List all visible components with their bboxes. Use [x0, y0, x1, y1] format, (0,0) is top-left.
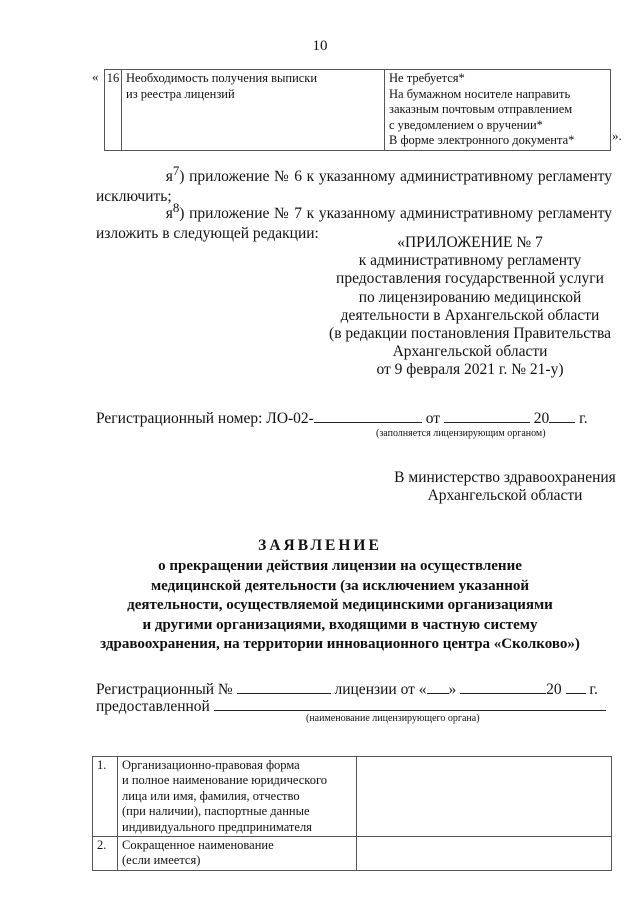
- registration-year-blank: [549, 409, 575, 423]
- row-description-line: Необходимость получения выписки: [126, 71, 318, 85]
- row-description-line: из реестра лицензий: [126, 86, 235, 101]
- subtitle-line: здравоохранения, на территории инновационного центра «Сколково»): [100, 636, 580, 653]
- license-month-blank: [460, 680, 546, 694]
- subtitle-line: и другими организациями, входящими в частную систему: [142, 616, 538, 633]
- row-value-line: заказным почтовым отправлением: [389, 102, 573, 117]
- appendix-line: Архангельской области: [392, 343, 548, 361]
- provided-label: предоставленной: [96, 698, 210, 715]
- license-from: лицензии от «: [334, 681, 427, 698]
- appendix-line: деятельности в Архангельской области: [340, 306, 600, 324]
- paragraph-line: $я^8$) приложение № 7 к указанному административному регламенту: [165, 200, 612, 223]
- row-label-line: (если имеется): [122, 853, 201, 868]
- registration-year-prefix: 20: [533, 410, 550, 427]
- provided-blank: [214, 697, 606, 711]
- table-row: [105, 70, 611, 151]
- subtitle-line: деятельности, осуществляемой медицинскими организациями: [127, 597, 553, 614]
- row-value-line: с уведомлением о вручении*: [389, 117, 543, 132]
- row-value-line: Не требуется*: [389, 71, 465, 85]
- row-label-line: Организационно-правовая форма: [122, 758, 300, 772]
- row-label-line: и полное наименование юридического: [122, 773, 328, 788]
- row-number: 2.: [93, 837, 118, 871]
- license-year-blank: [566, 680, 586, 694]
- row-number: 1.: [93, 757, 118, 837]
- appendix-line: «ПРИЛОЖЕНИЕ № 7: [397, 234, 543, 251]
- license-label: Регистрационный №: [96, 681, 233, 698]
- appendix-line: по лицензированию медицинской: [358, 288, 582, 306]
- registration-from: от: [425, 410, 441, 427]
- license-year-suffix: г.: [589, 681, 598, 698]
- registration-label: Регистрационный номер: ЛО-02-: [96, 410, 314, 427]
- top-table: [104, 69, 611, 151]
- row-label: [118, 757, 357, 837]
- table-row: [93, 757, 612, 837]
- registration-number-blank: [314, 409, 422, 423]
- appendix-line: предоставления государственной услуги: [336, 270, 604, 288]
- appendix-header: [300, 234, 640, 380]
- document-title: ЗАЯВЛЕНИЕ: [258, 537, 382, 554]
- subtitle-line: медицинской деятельности (за исключением указанной: [150, 577, 530, 594]
- row-value-cell[interactable]: [357, 757, 612, 837]
- subtitle-line: о прекращении действия лицензии на осуществление: [158, 558, 522, 574]
- registration-year-suffix: г.: [579, 410, 588, 427]
- license-number-blank: [237, 680, 331, 694]
- row-value-line: В форме электронного документа*: [389, 133, 575, 148]
- table-open-quote: «: [92, 69, 99, 84]
- registration-date-blank: [444, 409, 530, 423]
- provided-note: (наименование лицензирующего органа): [306, 713, 480, 724]
- table-close-quote: ».: [612, 128, 622, 143]
- row-label-line: (при наличии), паспортные данные: [122, 804, 310, 819]
- paragraph-line: исключить;: [96, 188, 172, 206]
- license-day-blank: [427, 680, 449, 694]
- table-row: [93, 837, 612, 871]
- addressee-line: Архангельской области: [427, 487, 583, 504]
- row-label-line: Сокращенное наименование: [122, 838, 274, 853]
- row-value-line: На бумажном носителе направить: [389, 86, 571, 101]
- addressee: [380, 469, 630, 505]
- license-year-prefix: 20: [546, 681, 562, 698]
- row-label-line: лица или имя, фамилия, отчество: [122, 788, 300, 803]
- appendix-line: (в редакции постановления Правительства: [329, 325, 611, 343]
- addressee-line: В министерство здравоохранения: [394, 469, 616, 486]
- application-table: [92, 756, 612, 871]
- registration-line: [96, 409, 588, 428]
- page-number: 10: [312, 38, 328, 54]
- row-description: [122, 70, 385, 151]
- row-label-line: индивидуального предпринимателя: [122, 819, 312, 834]
- row-number: 16: [105, 70, 122, 151]
- paragraph-line: $я^7$) приложение № 6 к указанному административному регламенту: [165, 163, 612, 186]
- appendix-line: к административному регламенту: [358, 252, 582, 270]
- registration-note: (заполняется лицензирующим органом): [376, 428, 546, 439]
- paragraph-line: изложить в следующей редакции:: [96, 225, 319, 243]
- appendix-line: от 9 февраля 2021 г. № 21-у): [376, 361, 564, 379]
- document-subtitle: [60, 557, 620, 655]
- row-label: [118, 837, 357, 871]
- license-close-quote: »: [448, 681, 457, 698]
- row-value: [385, 70, 611, 151]
- row-value-cell[interactable]: [357, 837, 612, 871]
